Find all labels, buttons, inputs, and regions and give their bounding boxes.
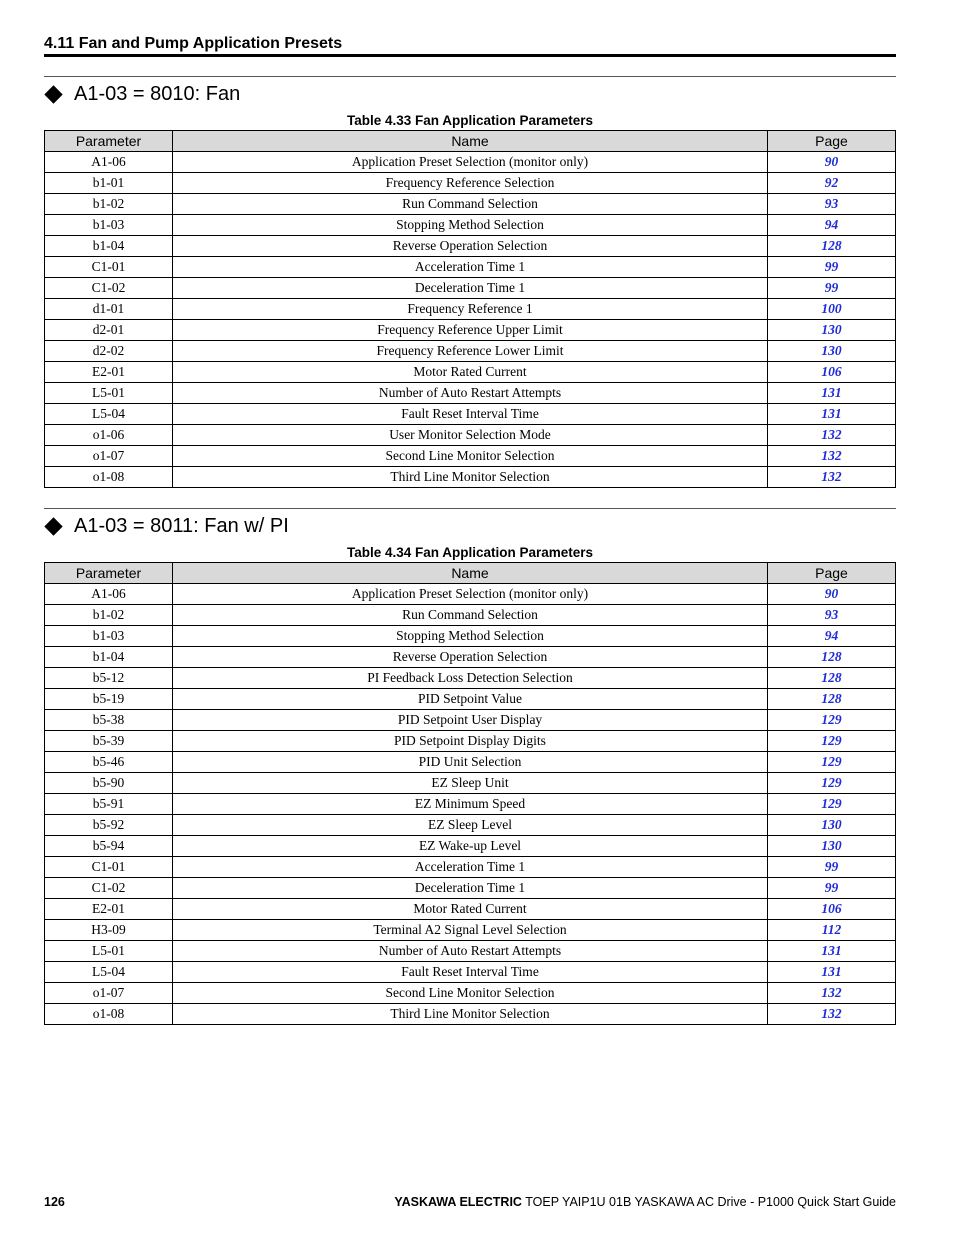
table-row — [45, 773, 896, 794]
name-cell: Acceleration Time 1 — [173, 257, 768, 278]
parameter-cell: L5-01 — [45, 941, 173, 962]
section-heading — [44, 510, 896, 542]
page-link[interactable]: 129 — [768, 731, 896, 752]
page-link[interactable]: 106 — [768, 899, 896, 920]
name-cell: Run Command Selection — [173, 605, 768, 626]
table-row — [45, 320, 896, 341]
name-cell: Fault Reset Interval Time — [173, 962, 768, 983]
page-link[interactable]: 130 — [768, 341, 896, 362]
table-row — [45, 752, 896, 773]
page-link[interactable]: 129 — [768, 794, 896, 815]
page-link[interactable]: 90 — [768, 152, 896, 173]
parameter-cell: b5-12 — [45, 668, 173, 689]
name-cell: PID Setpoint Value — [173, 689, 768, 710]
parameter-table — [44, 130, 896, 488]
table-body — [45, 152, 896, 488]
table-row — [45, 647, 896, 668]
parameter-cell: b1-03 — [45, 215, 173, 236]
parameter-cell: b1-02 — [45, 605, 173, 626]
name-cell: Frequency Reference Lower Limit — [173, 341, 768, 362]
parameter-cell: o1-06 — [45, 425, 173, 446]
parameter-cell: C1-02 — [45, 278, 173, 299]
table-header-row — [45, 131, 896, 152]
name-cell: Run Command Selection — [173, 194, 768, 215]
name-cell: Application Preset Selection (monitor only) — [173, 152, 768, 173]
table-row — [45, 383, 896, 404]
parameter-cell: b1-04 — [45, 236, 173, 257]
parameter-cell: o1-08 — [45, 467, 173, 488]
running-header — [44, 34, 896, 57]
parameter-cell: A1-06 — [45, 152, 173, 173]
parameter-cell: b1-01 — [45, 173, 173, 194]
page-link[interactable]: 131 — [768, 962, 896, 983]
page-link[interactable]: 99 — [768, 278, 896, 299]
diamond-bullet-icon — [44, 85, 62, 103]
page-link[interactable]: 99 — [768, 857, 896, 878]
parameter-cell: o1-08 — [45, 1004, 173, 1025]
table-row — [45, 362, 896, 383]
table-row — [45, 899, 896, 920]
parameter-cell: E2-01 — [45, 899, 173, 920]
footer-document-title — [394, 1193, 896, 1211]
section-heading-text: A1-03 = 8011: Fan w/ PI — [74, 514, 289, 537]
page-link[interactable]: 131 — [768, 383, 896, 404]
page-link[interactable]: 93 — [768, 194, 896, 215]
page-link[interactable]: 106 — [768, 362, 896, 383]
page-link[interactable]: 94 — [768, 626, 896, 647]
section-fan-pi — [44, 508, 896, 1025]
name-cell: Number of Auto Restart Attempts — [173, 383, 768, 404]
page-link[interactable]: 131 — [768, 404, 896, 425]
page-link[interactable]: 130 — [768, 815, 896, 836]
table-body — [45, 584, 896, 1025]
name-cell: Reverse Operation Selection — [173, 647, 768, 668]
table-row — [45, 668, 896, 689]
column-header-parameter: Parameter — [45, 131, 173, 152]
parameter-cell: L5-01 — [45, 383, 173, 404]
name-cell: Acceleration Time 1 — [173, 857, 768, 878]
table-row — [45, 626, 896, 647]
table-row — [45, 605, 896, 626]
parameter-cell: b5-94 — [45, 836, 173, 857]
parameter-table — [44, 562, 896, 1025]
name-cell: Deceleration Time 1 — [173, 878, 768, 899]
table-row — [45, 878, 896, 899]
name-cell: Second Line Monitor Selection — [173, 446, 768, 467]
page-link[interactable]: 99 — [768, 878, 896, 899]
page-number: 126 — [44, 1195, 65, 1209]
section-fan — [44, 76, 896, 488]
parameter-cell: b5-91 — [45, 794, 173, 815]
table-row — [45, 341, 896, 362]
table-row — [45, 962, 896, 983]
name-cell: EZ Minimum Speed — [173, 794, 768, 815]
parameter-cell: d1-01 — [45, 299, 173, 320]
table-row — [45, 173, 896, 194]
parameter-cell: b5-90 — [45, 773, 173, 794]
page-link[interactable]: 94 — [768, 215, 896, 236]
parameter-cell: L5-04 — [45, 404, 173, 425]
page-link[interactable]: 112 — [768, 920, 896, 941]
table-row — [45, 278, 896, 299]
section-heading-text: A1-03 = 8010: Fan — [74, 82, 241, 105]
page-link[interactable]: 132 — [768, 983, 896, 1004]
name-cell: PID Unit Selection — [173, 752, 768, 773]
parameter-cell: H3-09 — [45, 920, 173, 941]
parameter-cell: E2-01 — [45, 362, 173, 383]
table-row — [45, 1004, 896, 1025]
parameter-cell: b1-03 — [45, 626, 173, 647]
table-row — [45, 983, 896, 1004]
page-link[interactable]: 92 — [768, 173, 896, 194]
name-cell: EZ Sleep Level — [173, 815, 768, 836]
parameter-cell: L5-04 — [45, 962, 173, 983]
table-row — [45, 710, 896, 731]
table-header-row — [45, 563, 896, 584]
parameter-cell: b1-04 — [45, 647, 173, 668]
name-cell: Deceleration Time 1 — [173, 278, 768, 299]
table-row — [45, 152, 896, 173]
name-cell: User Monitor Selection Mode — [173, 425, 768, 446]
name-cell: Motor Rated Current — [173, 362, 768, 383]
page-link[interactable]: 130 — [768, 320, 896, 341]
name-cell: Reverse Operation Selection — [173, 236, 768, 257]
page-link[interactable]: 131 — [768, 941, 896, 962]
parameter-cell: A1-06 — [45, 584, 173, 605]
table-row — [45, 689, 896, 710]
parameter-cell: C1-01 — [45, 257, 173, 278]
name-cell: Stopping Method Selection — [173, 626, 768, 647]
page-link[interactable]: 128 — [768, 668, 896, 689]
name-cell: Fault Reset Interval Time — [173, 404, 768, 425]
footer-brand: YASKAWA ELECTRIC — [394, 1195, 522, 1209]
table-caption: Table 4.34 Fan Application Parameters — [346, 545, 594, 560]
page-link[interactable]: 99 — [768, 257, 896, 278]
page-link[interactable]: 132 — [768, 446, 896, 467]
parameter-cell: b5-92 — [45, 815, 173, 836]
table-row — [45, 584, 896, 605]
section-divider — [44, 508, 896, 509]
page-link[interactable]: 100 — [768, 299, 896, 320]
table-row — [45, 941, 896, 962]
parameter-cell: o1-07 — [45, 983, 173, 1004]
table-row — [45, 920, 896, 941]
name-cell: EZ Wake-up Level — [173, 836, 768, 857]
parameter-cell: b5-39 — [45, 731, 173, 752]
page-link[interactable]: 132 — [768, 1004, 896, 1025]
page-link[interactable]: 90 — [768, 584, 896, 605]
table-row — [45, 467, 896, 488]
parameter-cell: b5-46 — [45, 752, 173, 773]
parameter-cell: b1-02 — [45, 194, 173, 215]
diamond-bullet-icon — [44, 517, 62, 535]
table-row — [45, 299, 896, 320]
table-row — [45, 236, 896, 257]
page-link[interactable]: 132 — [768, 467, 896, 488]
page-link[interactable]: 128 — [768, 236, 896, 257]
parameter-cell: b5-38 — [45, 710, 173, 731]
table-row — [45, 404, 896, 425]
parameter-cell: d2-02 — [45, 341, 173, 362]
column-header-name: Name — [173, 131, 768, 152]
column-header-parameter: Parameter — [45, 563, 173, 584]
table-row — [45, 425, 896, 446]
name-cell: Third Line Monitor Selection — [173, 1004, 768, 1025]
table-row — [45, 446, 896, 467]
table-row — [45, 815, 896, 836]
footer-doc: TOEP YAIP1U 01B YASKAWA AC Drive - P1000 Quick Start Guide — [525, 1195, 896, 1209]
name-cell: PI Feedback Loss Detection Selection — [173, 668, 768, 689]
parameter-cell: b5-19 — [45, 689, 173, 710]
table-row — [45, 857, 896, 878]
page-link[interactable]: 128 — [768, 689, 896, 710]
name-cell: Number of Auto Restart Attempts — [173, 941, 768, 962]
parameter-cell: C1-01 — [45, 857, 173, 878]
page-link[interactable]: 128 — [768, 647, 896, 668]
name-cell: Frequency Reference 1 — [173, 299, 768, 320]
page-footer — [44, 1193, 896, 1211]
name-cell: PID Setpoint Display Digits — [173, 731, 768, 752]
table-row — [45, 215, 896, 236]
table-row — [45, 836, 896, 857]
page-link[interactable]: 93 — [768, 605, 896, 626]
name-cell: PID Setpoint User Display — [173, 710, 768, 731]
name-cell: Terminal A2 Signal Level Selection — [173, 920, 768, 941]
section-heading — [44, 78, 896, 110]
table-caption: Table 4.33 Fan Application Parameters — [346, 113, 594, 128]
page-link[interactable]: 130 — [768, 836, 896, 857]
page-link[interactable]: 129 — [768, 752, 896, 773]
parameter-cell: C1-02 — [45, 878, 173, 899]
table-row — [45, 194, 896, 215]
table-row — [45, 257, 896, 278]
name-cell: Frequency Reference Selection — [173, 173, 768, 194]
column-header-name: Name — [173, 563, 768, 584]
name-cell: Stopping Method Selection — [173, 215, 768, 236]
name-cell: Frequency Reference Upper Limit — [173, 320, 768, 341]
name-cell: Third Line Monitor Selection — [173, 467, 768, 488]
page-link[interactable]: 132 — [768, 425, 896, 446]
page-link[interactable]: 129 — [768, 773, 896, 794]
running-header-title: 4.11 Fan and Pump Application Presets — [44, 35, 343, 52]
parameter-cell: d2-01 — [45, 320, 173, 341]
name-cell: EZ Sleep Unit — [173, 773, 768, 794]
name-cell: Second Line Monitor Selection — [173, 983, 768, 1004]
section-divider — [44, 76, 896, 77]
column-header-page: Page — [768, 131, 896, 152]
name-cell: Application Preset Selection (monitor only) — [173, 584, 768, 605]
table-row — [45, 731, 896, 752]
name-cell: Motor Rated Current — [173, 899, 768, 920]
parameter-cell: o1-07 — [45, 446, 173, 467]
page-link[interactable]: 129 — [768, 710, 896, 731]
table-row — [45, 794, 896, 815]
column-header-page: Page — [768, 563, 896, 584]
